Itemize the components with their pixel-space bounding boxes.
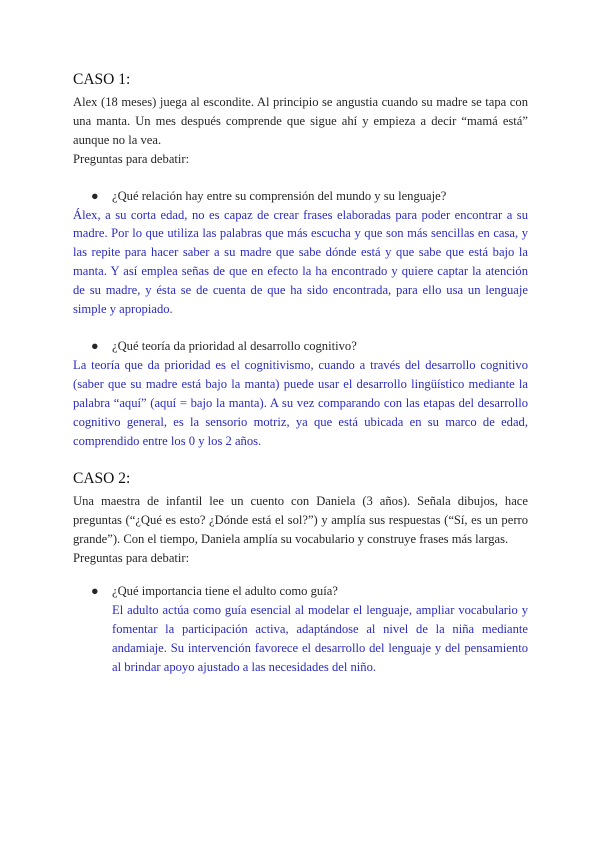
case-1-prompt: Preguntas para debatir:	[73, 151, 190, 166]
case-1-question-2	[73, 337, 528, 356]
case-2-title: CASO 2:	[73, 470, 131, 488]
case-1-question-1	[73, 187, 528, 206]
case-2-question-1-text: ¿Qué importancia tiene el adulto como guía?	[112, 584, 338, 599]
case-1-description: Alex (18 meses) juega al escondite. Al principio se angustia cuando su madre se tapa con una manta. Un mes después comprende que sigue ahí y empieza a decir “mamá está” aunque no la vea.	[73, 95, 528, 147]
document-page	[73, 70, 528, 677]
case-1-question-2-text: ¿Qué teoría da prioridad al desarrollo cognitivo?	[112, 338, 357, 353]
case-1-answer-1: Álex, a su corta edad, no es capaz de crear frases elaboradas para poder encontrar a su madre. Por lo que utiliza las palabras que más escucha y que son más sencillas en casa, y las repite para hacer saber a su madre que sabe dónde está y que sabe que está bajo la manta. Y así emplea señas de que en efecto la ha encontrado y quiere captar la atención de su madre, y ésta se de cuenta de que ha sido encontrada, para ello usa un lenguaje simple y apropiado.	[73, 207, 528, 317]
bullet-icon: ●	[91, 338, 99, 353]
bullet-icon: ●	[91, 188, 99, 203]
case-1-question-1-text: ¿Qué relación hay entre su comprensión del mundo y su lenguaje?	[112, 188, 447, 203]
case-2-description: Una maestra de infantil lee un cuento con Daniela (3 años). Señala dibujos, hace preguntas (“¿Qué es esto? ¿Dónde está el sol?”) y amplía sus respuestas (“Sí, es un perro grande”). Con el tiempo, Daniela amplía su vocabulario y construye frases más largas.	[73, 494, 528, 547]
case-2-question-1	[73, 582, 528, 601]
bullet-icon: ●	[91, 584, 99, 599]
case-1-answer-2: La teoría que da prioridad es el cognitivismo, cuando a través del desarrollo cognitivo (saber que su madre está bajo la manta) puede usar el desarrollo lingüístico mediante la palabra “aquí” (aquí = bajo la manta). A su vez comparando con las etapas del desarrollo cognitivo general, es la sensorio motriz, ya que está ubicada en su marco de edad, comprendido entre los 0 y los 2 años.	[73, 357, 528, 448]
case-1-title: CASO 1:	[73, 71, 131, 88]
case-2-answer-1: El adulto actúa como guía esencial al modelar el lenguaje, ampliar vocabulario y fomentar la participación activa, adaptándose al nivel de la niña mediante andamiaje. Su intervención favorece el desarrollo del lenguaje y del pensamiento al brindar apoyo ajustado a las necesidades del niño.	[112, 602, 528, 674]
case-2-prompt: Preguntas para debatir:	[73, 551, 190, 566]
